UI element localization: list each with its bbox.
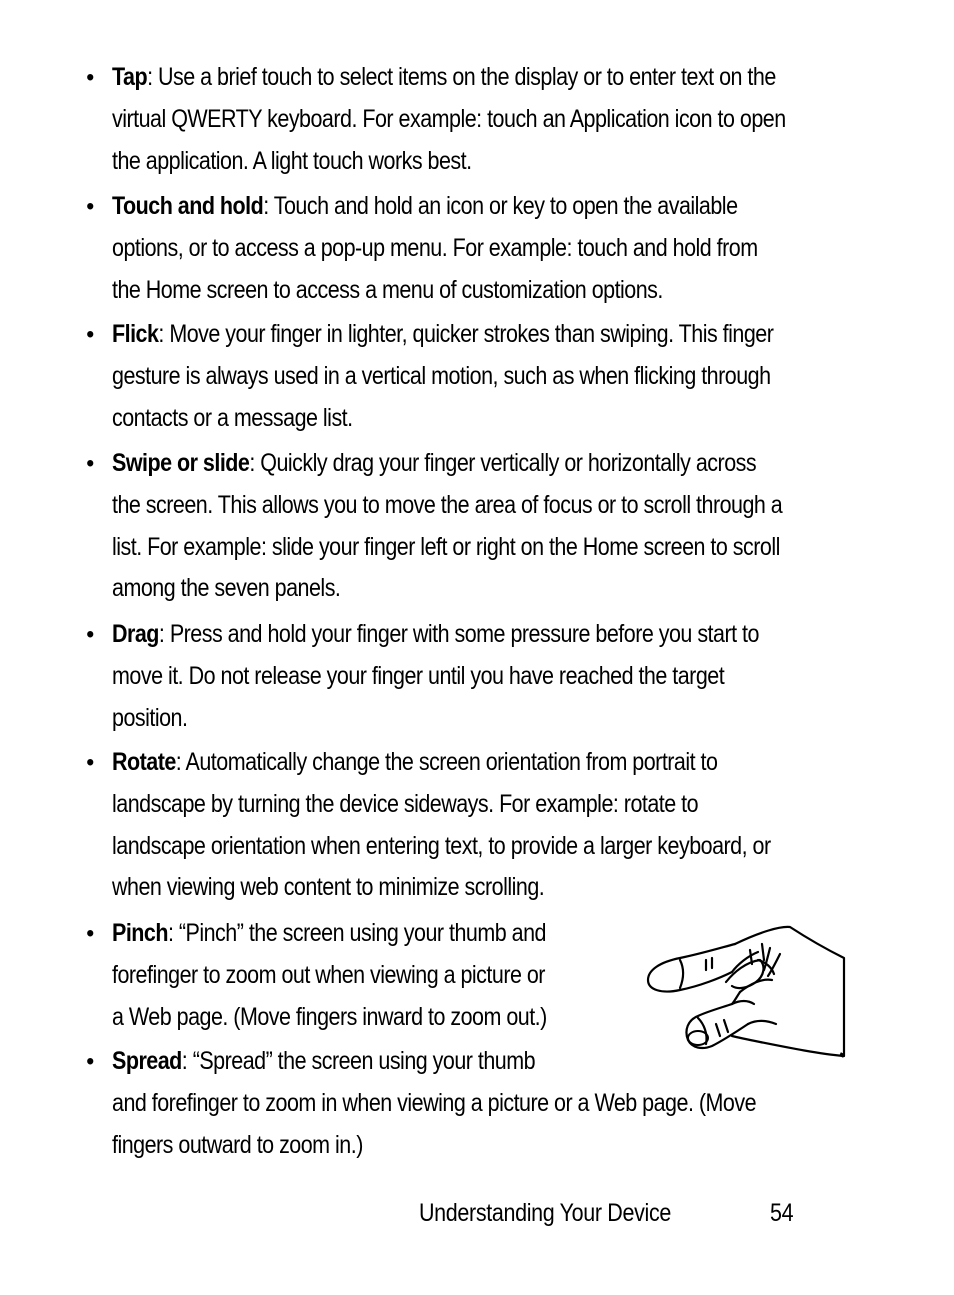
- gesture-description: [112, 614, 886, 739]
- gesture-description: [112, 314, 886, 439]
- gesture-term: Rotate: [112, 748, 176, 776]
- text-line: the screen. This allows you to move the area of focus or to scroll through a: [112, 490, 783, 519]
- text-line: position.: [112, 703, 188, 732]
- text-line: virtual QWERTY keyboard. For example: touch an Application icon to open: [112, 104, 786, 133]
- gesture-term: Drag: [112, 620, 159, 648]
- text-line: and forefinger to zoom in when viewing a picture or a Web page. (Move: [112, 1088, 757, 1117]
- gesture-description: [112, 186, 886, 311]
- text-line: contacts or a message list.: [112, 403, 353, 432]
- footer-section-title: Understanding Your Device: [419, 1199, 671, 1227]
- gesture-description: [112, 742, 886, 909]
- gesture-item-touch-and-hold: [86, 186, 866, 311]
- text-line: options, or to access a pop-up menu. For example: touch and hold from: [112, 233, 758, 262]
- gesture-description: [112, 913, 628, 1038]
- footer-page-number: 54: [770, 1199, 794, 1227]
- bullet-icon: •: [86, 64, 95, 91]
- text-line: a Web page. (Move fingers inward to zoom out.): [112, 1002, 547, 1031]
- bullet-icon: •: [86, 621, 95, 648]
- bullet-icon: •: [86, 920, 95, 947]
- text-line: gesture is always used in a vertical motion, such as when flicking through: [112, 361, 771, 390]
- text-line: Drag: Press and hold your finger with some pressure before you start to: [112, 620, 759, 648]
- text-line: when viewing web content to minimize scrolling.: [112, 873, 545, 902]
- gesture-term: Touch and hold: [112, 192, 264, 220]
- gesture-item-drag: [86, 614, 866, 739]
- text-line: list. For example: slide your finger left or right on the Home screen to scroll: [112, 532, 780, 561]
- text-line: move it. Do not release your finger until you have reached the target: [112, 661, 725, 690]
- gesture-term: Swipe or slide: [112, 449, 250, 477]
- gesture-item-tap: [86, 57, 866, 182]
- bullet-icon: •: [86, 1048, 95, 1075]
- gesture-description: [112, 443, 886, 610]
- text-line: among the seven panels.: [112, 574, 341, 603]
- gesture-item-flick: [86, 314, 866, 439]
- bullet-icon: •: [86, 193, 95, 220]
- text-line: the application. A light touch works best.: [112, 146, 472, 175]
- text-line: the Home screen to access a menu of customization options.: [112, 275, 663, 304]
- text-line: forefinger to zoom out when viewing a picture or: [112, 960, 545, 989]
- pinch-hand-icon: [640, 920, 852, 1062]
- bullet-icon: •: [86, 321, 95, 348]
- gesture-item-rotate: [86, 742, 866, 909]
- text-line: landscape by turning the device sideways. For example: rotate to: [112, 789, 699, 818]
- gesture-item-swipe-or-slide: [86, 443, 866, 610]
- text-line: Spread: “Spread” the screen using your thumb: [112, 1047, 536, 1075]
- bullet-icon: •: [86, 450, 95, 477]
- gesture-term: Tap: [112, 63, 148, 91]
- text-line: Tap: Use a brief touch to select items on the display or to enter text on the: [112, 63, 776, 91]
- gesture-description: [112, 57, 886, 182]
- gesture-term: Flick: [112, 320, 159, 348]
- text-line: Flick: Move your finger in lighter, quicker strokes than swiping. This finger: [112, 320, 774, 348]
- text-line: landscape orientation when entering text, to provide a larger keyboard, or: [112, 831, 771, 860]
- gesture-term: Spread: [112, 1047, 182, 1075]
- text-line: fingers outward to zoom in.): [112, 1130, 363, 1159]
- text-line: Rotate: Automatically change the screen orientation from portrait to: [112, 748, 718, 776]
- gesture-term: Pinch: [112, 919, 168, 947]
- bullet-icon: •: [86, 749, 95, 776]
- text-line: Swipe or slide: Quickly drag your finger vertically or horizontally across: [112, 449, 757, 477]
- text-line: Pinch: “Pinch” the screen using your thumb and: [112, 919, 546, 947]
- text-line: Touch and hold: Touch and hold an icon or key to open the available: [112, 192, 738, 220]
